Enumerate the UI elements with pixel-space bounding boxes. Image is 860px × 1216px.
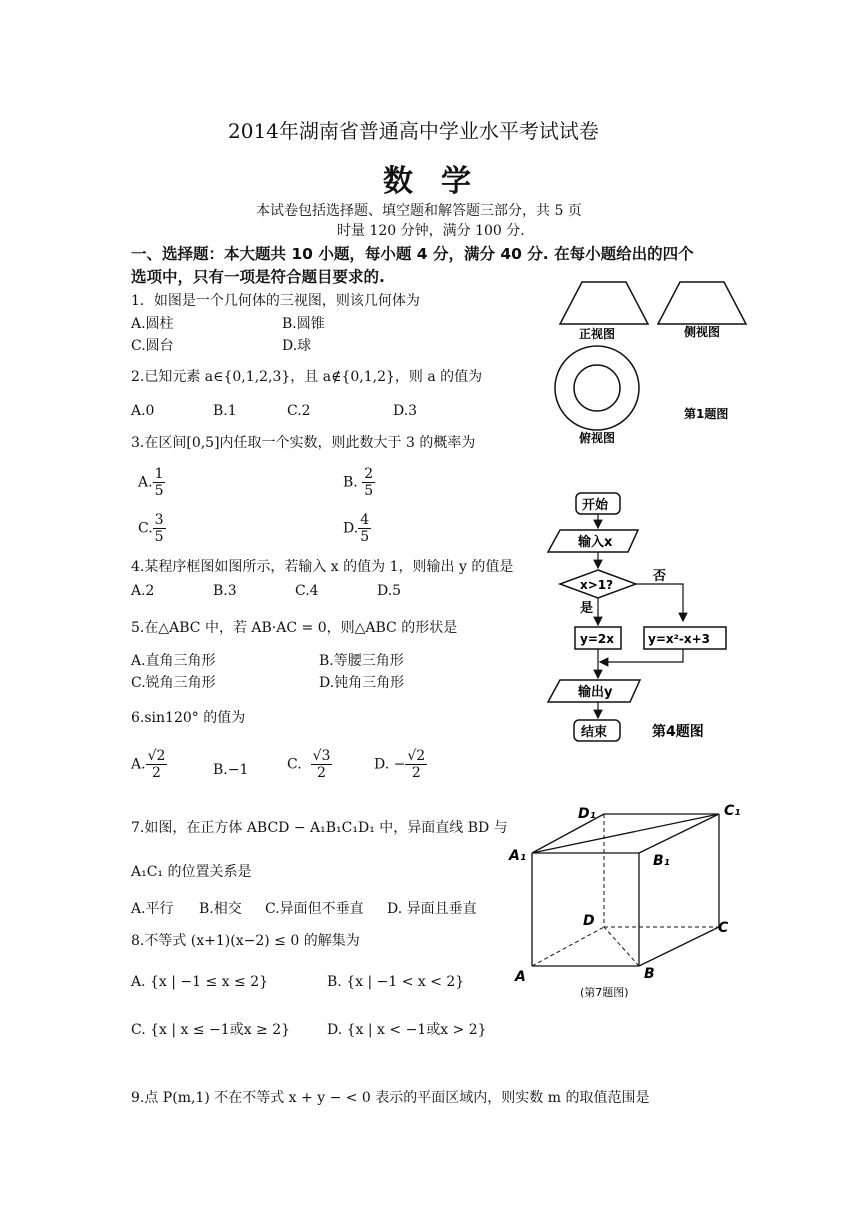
q5-option-d: D.钝角三角形 [319,675,405,691]
q3-c-num: 3 [154,512,164,528]
q8-option-c: C. {x | x ≤ −1或x ≥ 2} [131,1022,291,1038]
q1-stem: 1．如图是一个几何体的三视图，则该几何体为 [131,293,420,309]
top-view-label: 俯视图 [579,431,616,445]
q7-option-a: A.平行 [131,901,174,917]
q8-stem: 8.不等式 (x+1)(x−2) ≤ 0 的解集为 [131,933,360,949]
figure-7-caption: (第7题图) [580,986,629,999]
q3-option-c [138,512,166,545]
flow-merge-line [600,649,683,662]
q3-c-den: 5 [154,529,164,546]
q3-a-fraction [153,466,166,499]
flow-input-label: 输入x [578,535,613,550]
subject-title: 数学 [383,164,499,199]
vertex-label-b1: B₁ [653,853,670,869]
flow-no-branch [636,584,683,621]
flow-output-label: 输出y [578,685,613,700]
figure-1-caption: 第1题图 [684,407,729,421]
figure-4-caption: 第4题图 [652,724,704,740]
q6-option-d [374,748,427,781]
side-view-trapezoid [658,282,746,324]
q4-option-a: A.2 [131,583,155,599]
edge-b1-c1 [639,814,719,853]
q6-c-den: 2 [317,765,326,782]
q5-stem: 5.在△ABC 中，若 AB·AC = 0，则△ABC 的形状是 [131,620,458,636]
q6-option-c [287,748,332,781]
vertex-label-d: D [583,913,595,929]
q2-option-b: B.1 [213,403,237,419]
section-heading-line-2: 选项中，只有一项是符合题目要求的. [131,268,385,286]
q4-option-c: C.4 [295,583,319,599]
front-view-label: 正视图 [579,327,616,341]
section-heading-line-1: 一、选择题：本大题共 10 小题，每小题 4 分，满分 40 分. 在每小题给出的四个 [131,245,694,263]
vertex-label-a: A [515,969,526,985]
q3-stem: 3.在区间[0,5]内任取一个实数，则此数大于 3 的概率为 [131,435,476,451]
q6-a-num: √2 [147,748,166,764]
q5-option-a: A.直角三角形 [131,653,216,669]
edge-b-c [639,927,719,966]
edge-a-d [532,927,604,966]
vertex-label-b: B [644,966,655,982]
q7-stem-1: 7.如图，在正方体 ABCD − A₁B₁C₁D₁ 中，异面直线 BD 与 [131,820,508,836]
q6-c-fraction [311,748,333,781]
q4-stem: 4.某程序框图如图所示，若输入 x 的值为 1，则输出 y 的值是 [131,559,514,575]
flow-start-label: 开始 [582,498,609,513]
q7-option-d: D. 异面且垂直 [387,901,477,917]
q6-a-den: 2 [152,765,161,782]
diagonal-b-d [604,927,639,966]
exam-title: 2014年湖南省普通高中学业水平考试试卷 [228,119,599,143]
q6-option-b: B.−1 [213,762,249,778]
q3-option-a [138,466,165,499]
exam-info-2: 时量 120 分钟，满分 100 分. [337,223,525,239]
q8-option-d: D. {x | x < −1或x > 2} [327,1022,487,1038]
figure-7-cube [506,800,746,1000]
q1-option-b: B.圆锥 [282,316,325,332]
top-view-outer-circle [555,346,639,430]
vertex-label-c: C [718,920,729,936]
figure-1-three-views [548,278,758,450]
q6-a-fraction [146,748,168,781]
vertex-label-c1: C₁ [724,803,741,819]
q6-d-fraction [405,748,427,781]
flow-no-label: 否 [653,569,667,584]
q3-option-d [343,512,371,545]
figure-4-flowchart [540,488,740,748]
q3-d-den: 5 [360,529,370,546]
q8-option-b: B. {x | −1 < x < 2} [327,974,465,990]
q3-b-label: B. [343,474,358,491]
q7-option-c: C.异面但不垂直 [265,901,364,917]
q5-option-c: C.锐角三角形 [131,675,216,691]
q3-b-fraction [362,466,375,499]
vertex-label-d1: D₁ [578,806,596,822]
diagonal-a1-c1 [532,814,719,853]
q3-a-num: 1 [154,466,164,482]
flow-end-label: 结束 [581,725,608,740]
exam-info-1: 本试卷包括选择题、填空题和解答题三部分，共 5 页 [256,203,582,219]
top-view-inner-circle [574,365,620,411]
q8-option-a: A. {x | −1 ≤ x ≤ 2} [131,974,269,990]
q2-option-c: C.2 [287,403,311,419]
front-view-trapezoid [560,282,648,324]
vertex-label-a1: A₁ [509,848,526,864]
q1-option-a: A.圆柱 [131,316,174,332]
q3-b-den: 5 [364,483,374,500]
q6-c-label: C. [287,756,302,773]
q3-option-b [343,466,375,499]
q6-d-den: 2 [411,765,421,782]
q4-option-b: B.3 [213,583,237,599]
side-view-label: 侧视图 [684,325,721,339]
flow-left-process-label: y=2x [580,632,614,646]
q2-option-a: A.0 [131,403,155,419]
q3-d-fraction [358,512,371,545]
q1-option-c: C.圆台 [131,338,174,354]
q3-d-num: 4 [360,512,370,528]
q3-d-label: D. [343,520,359,537]
q6-stem: 6.sin120° 的值为 [131,710,246,726]
q2-stem: 2.已知元素 a∈{0,1,2,3}，且 a∉{0,1,2}，则 a 的值为 [131,369,483,385]
q1-option-d: D.球 [282,338,312,354]
q3-b-num: 2 [364,466,374,482]
q6-option-a [131,748,167,781]
q3-a-label: A. [138,474,153,491]
q3-a-den: 5 [154,483,164,500]
q2-option-d: D.3 [393,403,418,419]
flow-yes-label: 是 [580,601,594,616]
q6-d-label: D. − [374,756,406,773]
q3-c-label: C. [138,520,153,537]
flow-condition-label: x>1? [580,578,614,592]
q6-d-num: √2 [407,748,426,764]
q5-option-b: B.等腰三角形 [319,653,404,669]
q4-option-d: D.5 [377,583,402,599]
flow-right-process-label: y=x²-x+3 [648,632,710,646]
q3-c-fraction [153,512,166,545]
q7-stem-2: A₁C₁ 的位置关系是 [131,864,252,880]
q6-a-label: A. [131,756,146,773]
q9-stem: 9.点 P(m,1) 不在不等式 x + y − < 0 表示的平面区域内，则实数 m 的取值范围是 [131,1090,650,1106]
q6-c-num: √3 [312,748,331,764]
q7-option-b: B.相交 [199,901,242,917]
